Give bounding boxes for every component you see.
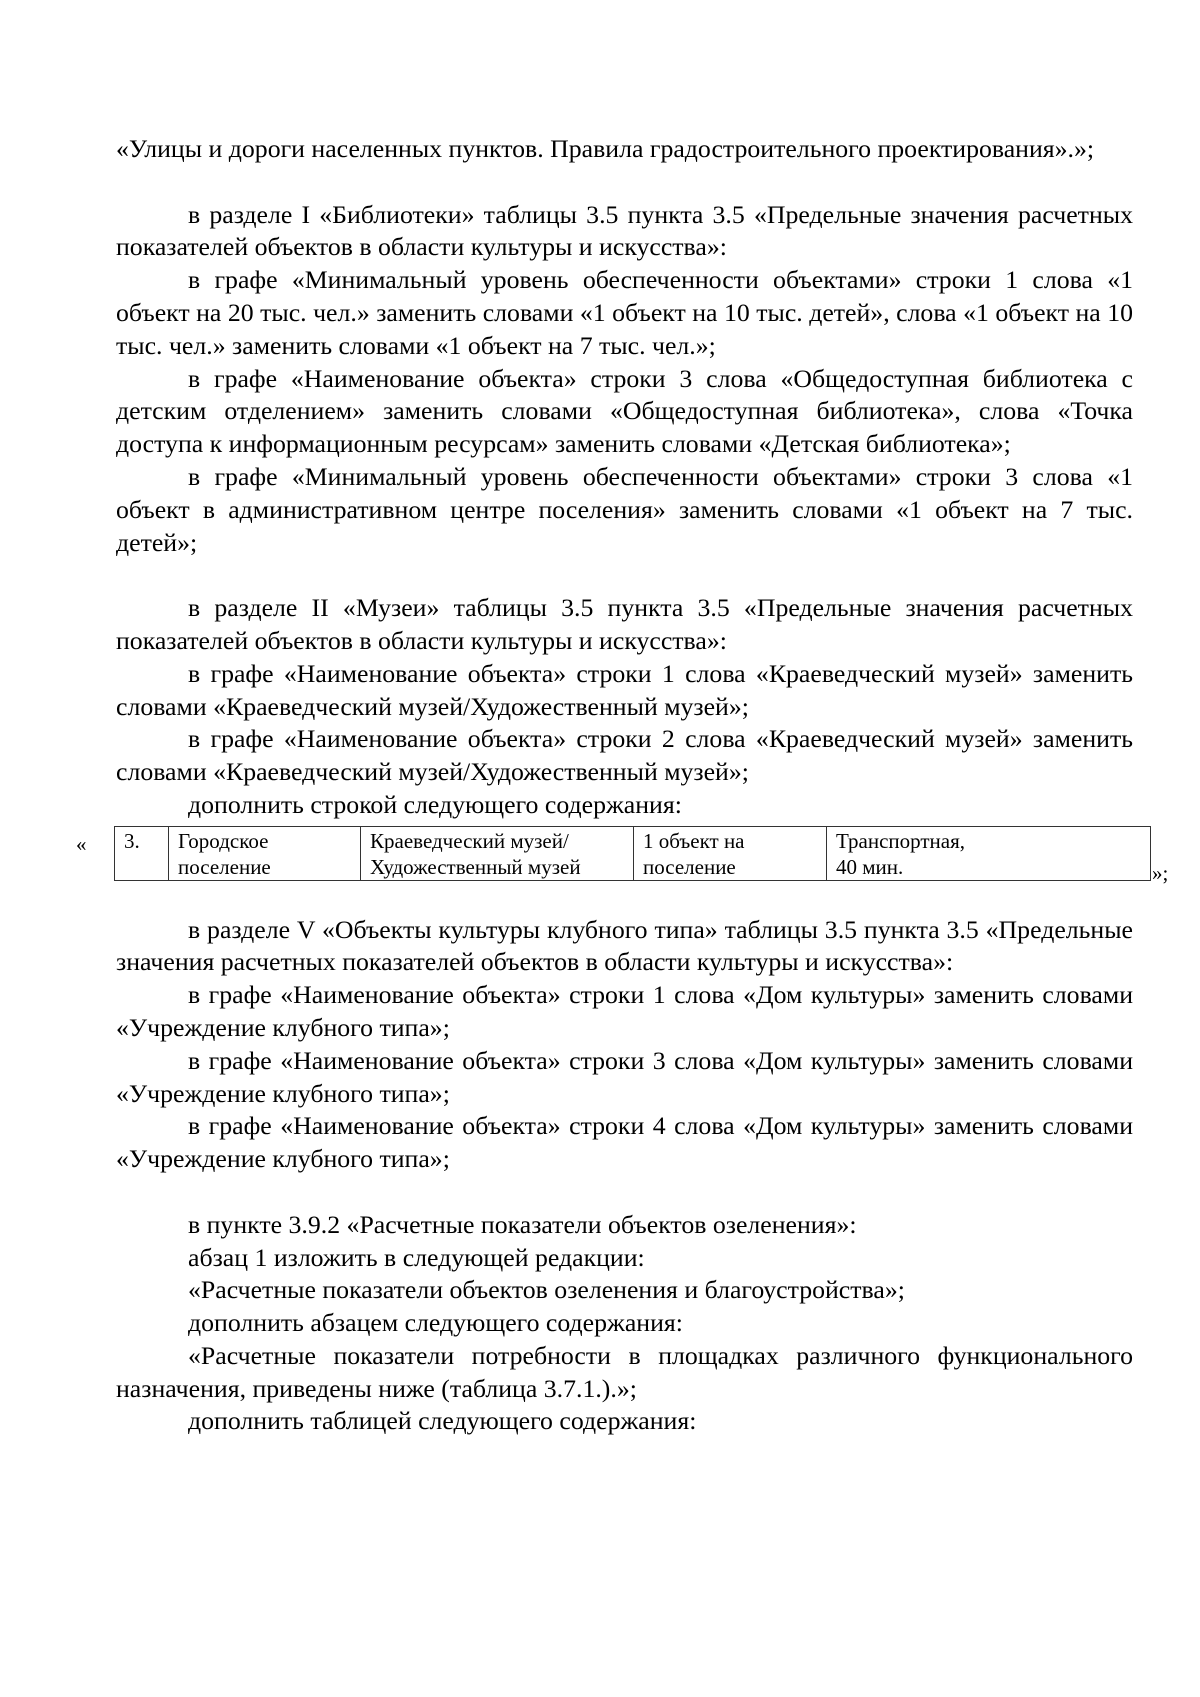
cell-number: 3. [115,826,169,880]
paragraph-gap [116,1176,1133,1209]
cell-provision-level: 1 объект на поселение [634,826,827,880]
paragraph: в разделе V «Объекты культуры клубного типа» таблицы 3.5 пункта 3.5 «Предельные значения расчетных показателей объектов в области культуры и искусства»: [116,914,1133,977]
cell-settlement-type: Городское поселение [169,826,361,880]
paragraph: в разделе II «Музеи» таблицы 3.5 пункта 3.5 «Предельные значения расчетных показателей объектов в области культуры и искусства»: [116,593,1133,655]
paragraph: в графе «Минимальный уровень обеспеченности объектами» строки 1 слова «1 объект на 20 тыс. чел.» заменить словами «1 объект на 10 тыс. детей», слова «1 объект на 10 тыс. чел.» заменить словами «1 объект на 7 тыс. чел.»; [116,265,1133,360]
paragraph: в графе «Наименование объекта» строки 1 слова «Дом культуры» заменить словами «Учреждение клубного типа»; [116,980,1133,1042]
paragraph: в графе «Наименование объекта» строки 3 слова «Дом культуры» заменить словами «Учреждение клубного типа»; [116,1045,1133,1108]
cell-object-name: Краеведческий музей/ Художественный музей [361,826,634,880]
inserted-table-row [114,826,1151,881]
opening-quote: « [76,831,87,856]
paragraph: в графе «Наименование объекта» строки 2 слова «Краеведческий музей» заменить словами «Краеведческий музей/Художественный музей»; [116,724,1133,787]
paragraph: в графе «Наименование объекта» строки 3 слова «Общедоступная библиотека с детским отделением» заменить словами «Общедоступная библиотека», слова «Точка доступа к информационным ресурсам» заменить словами «Детская библиотека»; [116,363,1133,459]
paragraph: в графе «Наименование объекта» строки 4 слова «Дом культуры» заменить словами «Учреждение клубного типа»; [116,1111,1133,1174]
paragraph: в графе «Минимальный уровень обеспеченности объектами» строки 3 слова «1 объект в административном центре поселения» заменить словами «1 объект на 7 тыс. детей»; [116,461,1133,557]
paragraph: «Расчетные показатели объектов озеленения и благоустройства»; [188,1275,905,1305]
paragraph-gap [116,881,1133,914]
paragraph: «Улицы и дороги населенных пунктов. Правила градостроительного проектирования».»; [116,134,1095,163]
cell-accessibility: Транспортная, 40 мин. [827,826,1151,880]
paragraph: абзац 1 изложить в следующей редакции: [188,1242,645,1272]
paragraph: дополнить абзацем следующего содержания: [188,1308,683,1338]
paragraph-gap [116,166,1133,199]
paragraphs-before-table [116,133,1133,822]
paragraph: «Расчетные показатели потребности в площадках различного функционального назначения, приведены ниже (таблица 3.7.1.).»; [116,1340,1133,1403]
paragraph: в разделе I «Библиотеки» таблицы 3.5 пункта 3.5 «Предельные значения расчетных показателей объектов в области культуры и искусства»: [116,199,1133,262]
paragraph-gap [116,559,1133,592]
inserted-row-block [76,826,1169,885]
closing-mark: »; [1152,860,1169,885]
paragraph: дополнить таблицей следующего содержания: [188,1406,697,1436]
paragraphs-after-table [116,881,1133,1439]
paragraph: в пункте 3.9.2 «Расчетные показатели объектов озеленения»: [188,1209,857,1239]
paragraph: в графе «Наименование объекта» строки 1 слова «Краеведческий музей» заменить словами «Краеведческий музей/Художественный музей»; [116,658,1133,721]
table-row [115,826,1151,880]
paragraph: дополнить строкой следующего содержания: [188,789,682,819]
